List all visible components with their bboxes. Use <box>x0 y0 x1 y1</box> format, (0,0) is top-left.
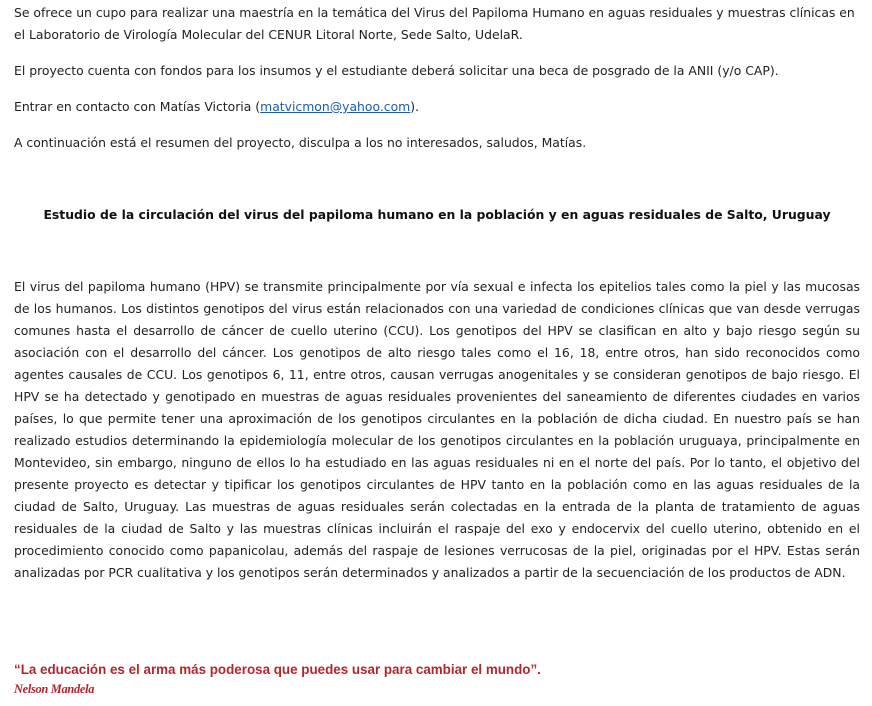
contact-email-link[interactable]: matvicmon@yahoo.com <box>260 99 411 114</box>
intro-paragraph-offer: Se ofrece un cupo para realizar una maestría en la temática del Virus del Papiloma Humano en aguas residuales y muestras clínicas en el Laboratorio de Virología Molecular del CENUR Litoral Norte, Sede Salto, UdelaR. <box>14 5 855 42</box>
intro-paragraph-funding: El proyecto cuenta con fondos para los insumos y el estudiante deberá solicitar una beca de posgrado de la ANII (y/o CAP). <box>14 63 779 78</box>
project-abstract: El virus del papiloma humano (HPV) se transmite principalmente por vía sexual e infecta los epitelios tales como la piel y las mucosas de los humanos. Los distintos genotipos del virus están relacionados con una variedad de condiciones clínicas que van desde verrugas comunes hasta el desarrollo de cáncer de cuello uterino (CCU). Los genotipos del HPV se clasifican en alto y bajo riesgo según su asociación con el desarrollo del cáncer. Los genotipos de alto riesgo tales como el 16, 18, entre otros, han sido reconocidos como agentes causales de CCU. Los genotipos 6, 11, entre otros, causan verrugas anogenitales y se consideran genotipos de bajo riesgo. El HPV se ha detectado y genotipado en muestras de aguas residuales provenientes del saneamiento de diferentes ciudades en varios países, lo que permite tener una aproximación de los genotipos circulantes en la población de dicha ciudad. En nuestro país se han realizado estudios determinando la epidemiología molecular de los genotipos circulantes en la población uruguaya, principalmente en Montevideo, sin embargo, ninguno de ellos lo ha estudiado en las aguas residuales ni en el norte del país. Por lo tanto, el objetivo del presente proyecto es detectar y tipificar los genotipos circulantes de HPV tanto en la población como en las aguas residuales de la ciudad de Salto, Uruguay. Las muestras de aguas residuales serán colectadas en la entrada de la planta de tratamiento de aguas residuales de la ciudad de Salto y las muestras clínicas incluirán el raspaje del exo y endocervix del cuello uterino, obtenido en el procedimiento conocido como papanicolau, además del raspaje de lesiones verrucosas de la piel, originadas por el HPV. Estas serán analizadas por PCR cualitativa y los genotipos serán determinados y analizados a partir de la secuenciación de los productos de ADN. <box>14 279 860 580</box>
email-body <box>14 2 860 698</box>
signature-quote: “La educación es el arma más poderosa que puedes usar para cambiar el mundo”. <box>14 662 541 677</box>
contact-suffix: ). <box>410 99 420 114</box>
contact-prefix: Entrar en contacto con Matías Victoria ( <box>14 99 261 114</box>
project-title: Estudio de la circulación del virus del papiloma humano en la población y en aguas residuales de Salto, Uruguay <box>43 207 831 222</box>
intro-paragraph-contact <box>14 96 860 118</box>
signature-author: Nelson Mandela <box>14 682 95 696</box>
intro-paragraph-summary-note: A continuación está el resumen del proyecto, disculpa a los no interesados, saludos, Matías. <box>14 135 587 150</box>
